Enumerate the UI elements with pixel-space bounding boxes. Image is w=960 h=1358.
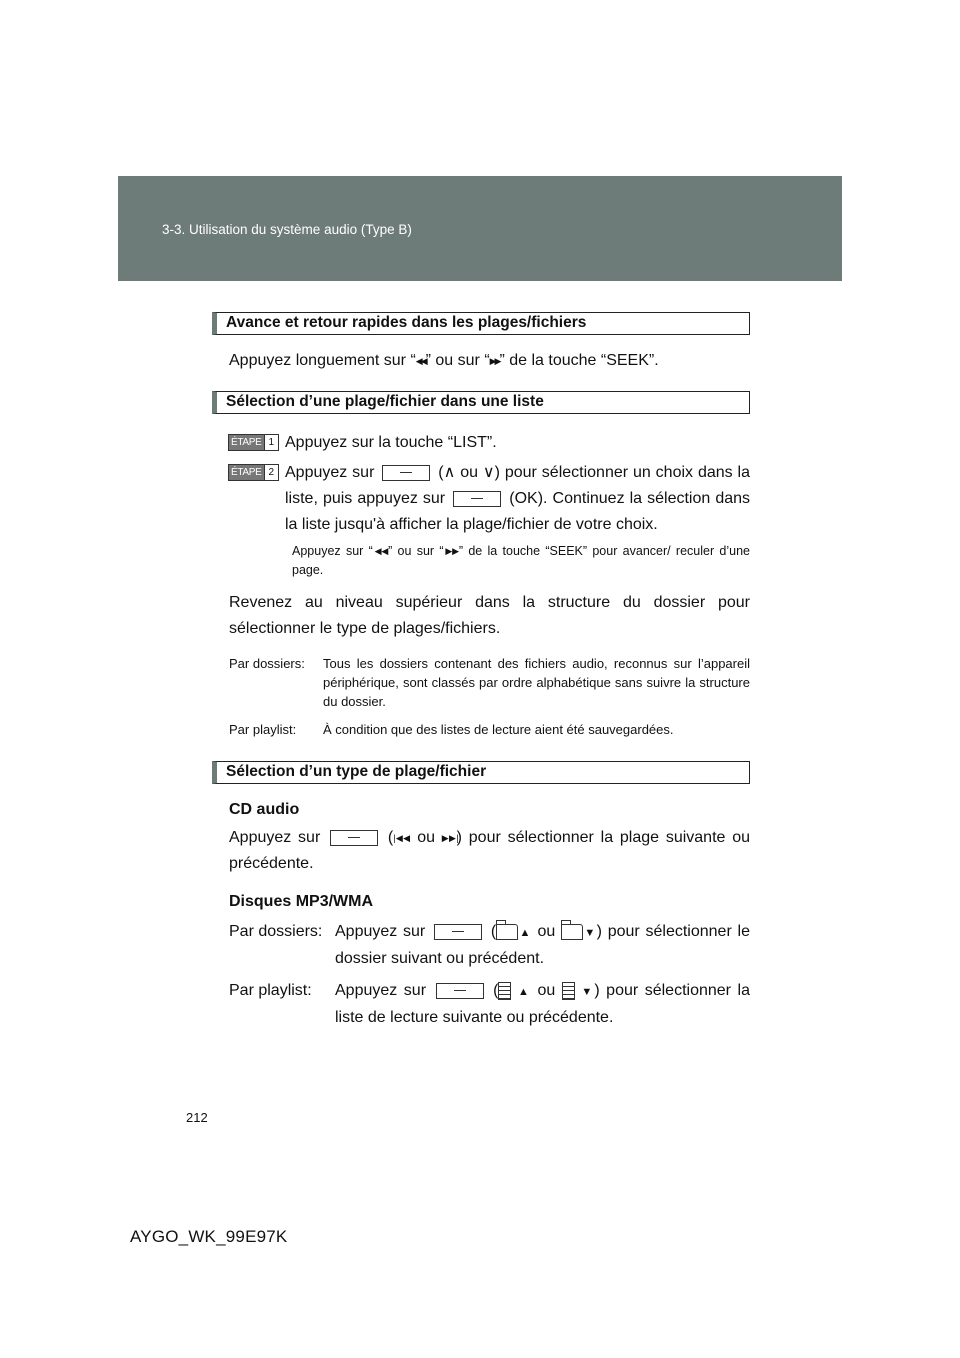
ok-button-icon [453, 491, 501, 507]
document-code: AYGO_WK_99E97K [130, 1227, 288, 1246]
playlist-down-icon [562, 982, 575, 1000]
step-1: ÉTAPE 1 Appuyez sur la touche “LIST”. [212, 430, 750, 456]
folder-level-paragraph: Revenez au niveau supérieur dans la structure du dossier pour sélectionner le type de plages/fichiers. [229, 594, 750, 637]
fast-forward-icon: ▶▶ [489, 356, 500, 366]
rewind-icon: ◀◀ [415, 356, 426, 366]
mp3-wma-title: Disques MP3/WMA [229, 893, 374, 910]
previous-track-icon: |◀◀ [393, 833, 411, 843]
step-2: ÉTAPE 2 Appuyez sur (∧ ou ∨) pour sélectionner un choix dans la liste, puis appuyez sur (OK). Continuez la sélection dans la liste jusqu'à afficher la plage/fichier de votre choix. [212, 460, 750, 538]
rewind-icon: ◀◀ [372, 546, 389, 556]
mp3-playlist-row: Par playlist: Appuyez sur ( ▲ ou ▼) pour sélectionner la liste de lecture suivante ou précédente. [229, 982, 750, 1026]
page-number: 212 [186, 1110, 208, 1125]
definition-folders: Par dossiers: Tous les dossiers contenant des fichiers audio, reconnus sur l’appareil périphérique, sont classés par ordre alphabétique sans suivre la structure du dossier. [229, 656, 750, 709]
section-title-fast: Avance et retour rapides dans les plages/fichiers [212, 312, 750, 335]
definition-playlist: Par playlist: À condition que des listes de lecture aient été sauvegardées. [229, 722, 674, 737]
section-title-type: Sélection d’un type de plage/fichier [212, 761, 750, 784]
fast-forward-icon: ▶▶ [443, 546, 459, 556]
track-button-icon [330, 830, 378, 846]
next-track-icon: ▶▶| [441, 833, 457, 843]
folder-up-icon [496, 924, 518, 940]
playlist-up-icon [498, 982, 511, 1000]
step-badge: ÉTAPE 2 [228, 464, 279, 481]
playlist-button-icon [436, 983, 484, 999]
select-button-icon [382, 465, 430, 481]
seek-note: Appuyez sur “◀◀” ou sur “▶▶” de la touche “SEEK” pour avancer/ reculer d’une page. [292, 544, 750, 577]
fast-paragraph: Appuyez longuement sur “◀◀” ou sur “▶▶” de la touche “SEEK”. [229, 352, 659, 369]
cd-audio-paragraph: Appuyez sur (|◀◀ ou ▶▶|) pour sélectionner la plage suivante ou précédente. [229, 829, 751, 872]
step-badge: ÉTAPE 1 [228, 434, 279, 451]
page-content [212, 312, 750, 1031]
folder-button-icon [434, 924, 482, 940]
breadcrumb: 3-3. Utilisation du système audio (Type B) [162, 222, 412, 237]
cd-audio-title: CD audio [229, 801, 300, 818]
folder-down-icon [561, 924, 583, 940]
section-title-list: Sélection d’une plage/fichier dans une liste [212, 391, 750, 414]
chapter-header [118, 176, 842, 281]
mp3-folders-row: Par dossiers: Appuyez sur ( ▲ ou ▼) pour sélectionner le dossier suivant ou précédent. [229, 923, 751, 967]
